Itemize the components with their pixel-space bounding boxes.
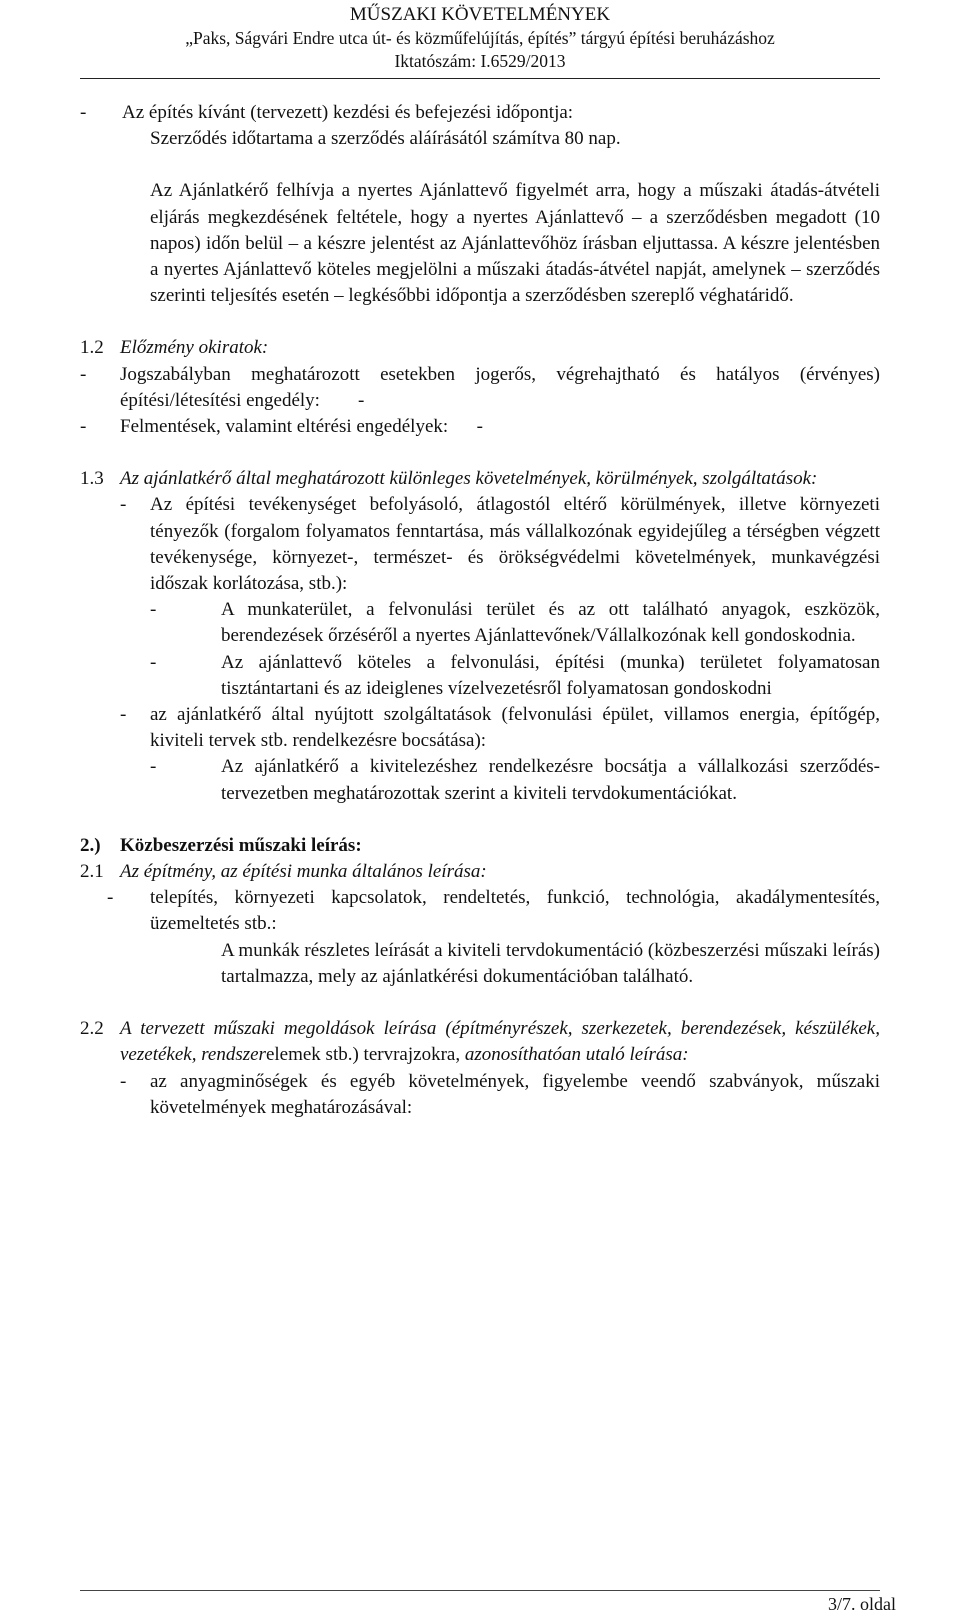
section-number: 2.2 xyxy=(80,1018,104,1040)
section-title-part-1: A tervezett műszaki megoldások leírása (építményrészek, szerkezetek, berendezések, készülékek, vezetékek, rendszer xyxy=(120,1018,880,1066)
section-number: 1.2 xyxy=(80,337,104,359)
document-title: MŰSZAKI KÖVETELMÉNYEK xyxy=(349,4,611,25)
section-title: Előzmény okiratok: xyxy=(120,337,269,359)
project-title: „Paks, Ságvári Endre utca út- és közműfelújítás, építés” tárgyú építési beruházáshoz xyxy=(185,27,775,48)
design-docs-item: Az ajánlatkérő a kivitelezéshez rendelkezésre bocsátja a vállalkozási szerződés-tervezetben meghatározottak szerint a kiviteli tervdokumentációkat. xyxy=(221,756,880,804)
list-item-construction-period xyxy=(0,100,960,152)
special-conditions-item: Az építési tevékenységet befolyásoló, átlagostól eltérő körülmények, illetve környezeti tényezők (forgalom folyamatos fenntartása, más vállalkozónak egyidejűleg a térségben végzett tevékenysége, környezet-, természet- és örökségvédelmi követelmények, munkavégzési időszak korlátozása, stb.): xyxy=(150,494,880,595)
bullet-dash: - xyxy=(80,363,87,385)
section-2-1-heading xyxy=(0,859,960,885)
site-security-item: A munkaterület, a felvonulási terület és az ott található anyagok, eszközök, berendezések őrzéséről a nyertes Ajánlattevőnek/Vállalkozónak kell gondoskodnia. xyxy=(221,599,880,647)
section-number: 2.) xyxy=(80,834,101,856)
exemptions-item: Felmentések, valamint eltérési engedélyek: - xyxy=(120,416,483,438)
sub-list-item xyxy=(0,650,960,702)
building-permit-item: Jogszabályban meghatározott esetekben jogerős, végrehajtható és hatályos (érvényes) építési/létesítési engedély: - xyxy=(120,363,885,411)
section-title: Közbeszerzési műszaki leírás: xyxy=(120,834,362,856)
handover-paragraph: Az Ajánlatkérő felhívja a nyertes Ajánlattevő figyelmét arra, hogy a műszaki átadás-átvételi eljárás megkezdésének feltétele, hogy a nyertes Ajánlattevő – a szerződésben megadott (10 napos) időn belül – a készre jelentést az Ajánlattevőhöz írásban eljuttassa. A készre jelentésben a nyertes Ajánlattevő köteles megjelölni a műszaki átadás-átvétel napját, amelynek – szerződés szerinti teljesítés esetén – legkésőbbi időpontja a szerződésben szereplő véghatáridő. xyxy=(150,180,880,307)
construction-period-text: Szerződés időtartama a szerződés aláírásától számítva 80 nap. xyxy=(150,128,621,150)
section-title: Az ajánlatkérő által meghatározott különleges követelmények, körülmények, szolgáltatások: xyxy=(120,468,818,490)
bullet-dash: - xyxy=(120,494,127,516)
section-1-3-heading xyxy=(0,466,960,492)
site-cleaning-item: Az ajánlattevő köteles a felvonulási, építési (munka) területet folyamatosan tisztántartani és az ideiglenes vízelvezetésről folyamatosan gondoskodni xyxy=(221,651,880,699)
footer-divider xyxy=(80,1590,880,1591)
section-title xyxy=(120,1016,880,1068)
section-number: 1.3 xyxy=(80,468,104,490)
general-description-item: telepítés, környezeti kapcsolatok, rendeltetés, funkció, technológia, akadálymentesítés, üzemeltetés stb.: xyxy=(150,887,880,935)
bullet-dash: - xyxy=(80,102,87,123)
sub-list-item xyxy=(0,597,960,649)
section-2-2-heading xyxy=(0,1016,960,1068)
bullet-dash: - xyxy=(150,599,157,621)
list-item xyxy=(0,1069,960,1121)
bullet-dash: - xyxy=(120,1070,127,1092)
sub-list-item xyxy=(0,754,960,806)
material-quality-item: az anyagminőségek és egyéb követelmények, figyelembe veendő szabványok, műszaki követelmények meghatározásával: xyxy=(150,1070,880,1118)
construction-period-heading: Az építés kívánt (tervezett) kezdési és befejezési időpontja: xyxy=(122,102,574,123)
section-title-part-2: elemek stb.) tervrajzokra, xyxy=(265,1044,461,1066)
section-number: 2.1 xyxy=(80,861,104,883)
reference-number: Iktatószám: I.6529/2013 xyxy=(394,50,566,71)
bullet-dash: - xyxy=(80,416,87,438)
list-item xyxy=(0,702,960,754)
bullet-dash: - xyxy=(150,756,157,778)
section-1-2-heading xyxy=(0,335,960,361)
header-divider xyxy=(80,78,880,79)
general-description-text: A munkák részletes leírását a kiviteli tervdokumentáció (közbeszerzési műszaki leírás) tartalmazza, mely az ajánlatkérési dokumentációban található. xyxy=(221,939,880,987)
bullet-dash: - xyxy=(120,704,127,726)
list-item xyxy=(0,492,960,597)
page-body xyxy=(0,100,960,1121)
section-2-heading xyxy=(0,833,960,859)
bullet-dash: - xyxy=(107,887,114,909)
provided-services-item: az ajánlatkérő által nyújtott szolgáltatások (felvonulási épület, villamos energia, építőgép, kiviteli tervek stb. rendelkezésre bocsátása): xyxy=(150,704,880,752)
list-item xyxy=(0,414,960,440)
bullet-dash: - xyxy=(150,651,157,673)
page-header xyxy=(0,4,960,72)
section-title-part-3: azonosíthatóan utaló leírása: xyxy=(460,1044,689,1066)
list-item xyxy=(0,885,960,937)
list-item xyxy=(0,362,960,414)
page-number: 3/7. oldal xyxy=(828,1594,896,1614)
section-title: Az építmény, az építési munka általános leírása: xyxy=(120,861,487,883)
